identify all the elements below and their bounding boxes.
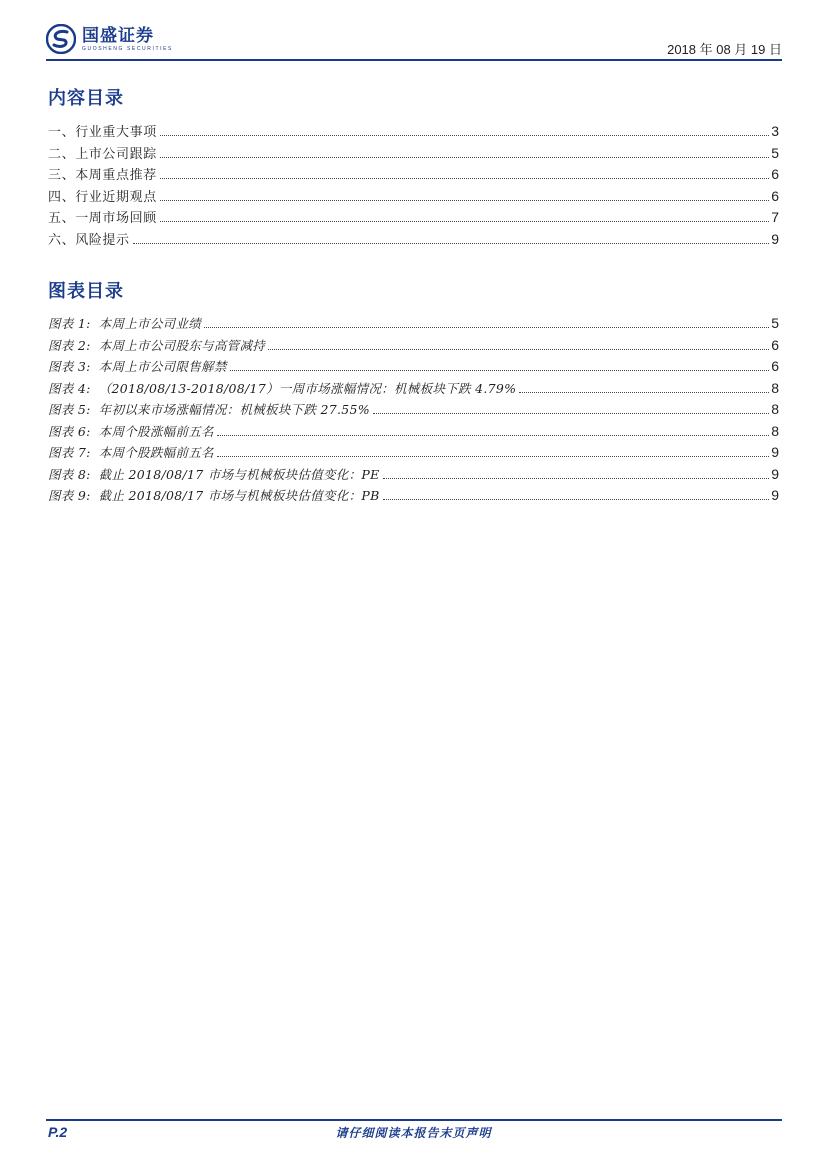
disclaimer-note: 请仔细阅读本报告末页声明 — [335, 1126, 492, 1140]
toc-entry[interactable] — [48, 143, 779, 165]
toc-entry-page: 5 — [771, 144, 779, 161]
figure-number: 图表 7: — [48, 445, 91, 460]
figure-caption: 本周上市公司业绩 — [98, 316, 202, 331]
toc-entry[interactable] — [48, 229, 779, 251]
toc-entry[interactable] — [48, 164, 779, 186]
figure-caption: 截止 2018/08/17 市场与机械板块估值变化：PE — [98, 466, 380, 482]
report-date: 2018 年 08 月 19 日 — [667, 42, 782, 57]
guosheng-logo-icon — [46, 24, 76, 54]
leader-dots — [373, 412, 769, 414]
figure-entry[interactable] — [48, 443, 779, 465]
figure-page: 5 — [771, 315, 779, 331]
figure-caption: 年初以来市场涨幅情况：机械板块下跌 27.55% — [98, 402, 370, 417]
figure-entry[interactable] — [48, 400, 779, 422]
leader-dots — [133, 242, 770, 244]
leader-dots — [160, 156, 769, 158]
toc-entry-label: 五、一周市场回顾 — [48, 211, 157, 226]
figure-caption: 本周上市公司股东与高管减持 — [98, 337, 266, 353]
figure-page: 9 — [771, 465, 779, 482]
toc-entry-label: 三、本周重点推荐 — [48, 168, 157, 183]
brand-name-cn: 国盛证券 — [82, 25, 154, 46]
figure-number: 图表 4: — [48, 380, 91, 396]
toc-entry-page: 9 — [771, 230, 779, 247]
toc-entry[interactable] — [48, 186, 779, 208]
toc-entry-page: 3 — [771, 123, 779, 139]
leader-dots — [204, 326, 769, 328]
leader-dots — [519, 391, 769, 393]
toc-entry-page: 6 — [771, 166, 779, 182]
leader-dots — [217, 455, 769, 457]
toc-entry[interactable] — [48, 207, 779, 229]
leader-dots — [160, 134, 769, 136]
toc-entry[interactable] — [48, 121, 779, 143]
leader-dots — [160, 199, 769, 201]
figure-number: 图表 2: — [48, 337, 91, 353]
figure-caption: 截止 2018/08/17 市场与机械板块估值变化：PB — [98, 488, 380, 503]
figure-number: 图表 9: — [48, 488, 91, 503]
figure-page: 8 — [771, 401, 779, 417]
figure-entry[interactable] — [48, 357, 779, 379]
leader-dots — [383, 477, 770, 479]
toc-entry-page: 7 — [771, 209, 779, 225]
figure-entry[interactable] — [48, 379, 779, 401]
figure-caption: 本周个股跌幅前五名 — [98, 445, 214, 460]
brand-logo — [46, 24, 173, 54]
figure-entry[interactable] — [48, 465, 779, 487]
figure-page: 6 — [771, 358, 779, 374]
leader-dots — [160, 177, 769, 179]
figure-number: 图表 3: — [48, 359, 91, 374]
figure-page: 9 — [771, 444, 779, 460]
figures-title: 图表目录 — [48, 281, 124, 302]
page-number: P.2 — [48, 1124, 68, 1140]
figure-number: 图表 1: — [48, 316, 91, 331]
figure-entry[interactable] — [48, 336, 779, 358]
figure-caption: 本周个股涨幅前五名 — [98, 423, 214, 439]
figure-page: 8 — [771, 379, 779, 396]
figure-page: 6 — [771, 336, 779, 353]
toc-entry-label: 一、行业重大事项 — [48, 125, 157, 140]
leader-dots — [160, 220, 769, 222]
brand-name-en: GUOSHENG SECURITIES — [82, 45, 173, 52]
figure-entry[interactable] — [48, 486, 779, 508]
leader-dots — [230, 369, 770, 371]
toc-entry-label: 二、上市公司跟踪 — [48, 146, 157, 162]
contents-title: 内容目录 — [48, 88, 124, 109]
figure-number: 图表 6: — [48, 423, 91, 439]
figure-page: 9 — [771, 487, 779, 503]
figure-entry[interactable] — [48, 422, 779, 444]
toc-entry-label: 六、风险提示 — [48, 232, 130, 248]
leader-dots — [268, 348, 769, 350]
leader-dots — [217, 434, 769, 436]
header-divider — [46, 59, 782, 61]
figure-page: 8 — [771, 422, 779, 439]
toc-entry-label: 四、行业近期观点 — [48, 189, 157, 205]
leader-dots — [383, 498, 770, 500]
figure-number: 图表 8: — [48, 466, 91, 482]
figure-number: 图表 5: — [48, 402, 91, 417]
figure-caption: 本周上市公司限售解禁 — [98, 359, 227, 374]
toc-entry-page: 6 — [771, 187, 779, 204]
figure-entry[interactable] — [48, 314, 779, 336]
page-header — [46, 22, 782, 62]
figure-caption: （2018/08/13-2018/08/17）一周市场涨幅情况：机械板块下跌 4.79% — [98, 380, 517, 396]
contents-list — [48, 121, 779, 250]
footer-divider — [46, 1119, 782, 1121]
figures-list — [48, 314, 779, 508]
